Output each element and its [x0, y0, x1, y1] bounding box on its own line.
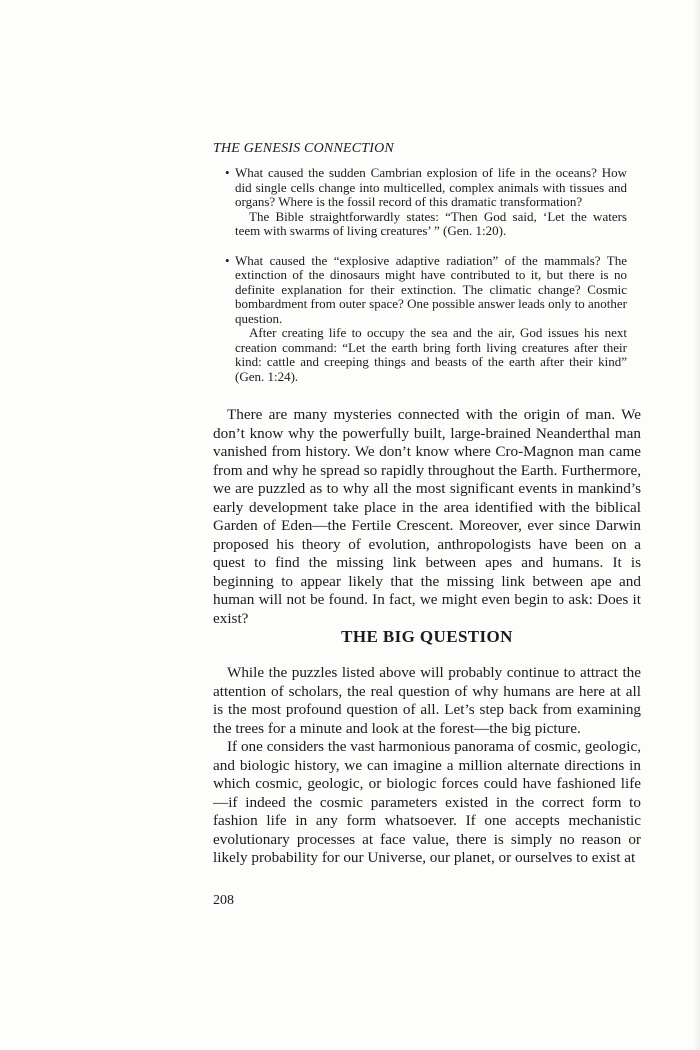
- section-body: [213, 664, 641, 868]
- bullet-marker: •: [225, 165, 230, 180]
- bullet-question: What caused the sudden Cambrian explosion of life in the oceans? How did single cells change into multicelled, complex animals with tissues and organs? Where is the fossil record of this dramatic transformation?: [235, 165, 627, 209]
- body-paragraph: While the puzzles listed above will probably continue to attract the attention of scholars, the real question of why humans are here at all is the most profound question of all. Let’s step back from examining the trees for a minute and look at the forest—the big picture.: [213, 664, 641, 737]
- bullet-question: What caused the “explosive adaptive radiation” of the mammals? The extinction of the dinosaurs might have contributed to it, but there is no definite explanation for their extinction. The climatic change? Cosmic bombardment from outer space? One possible answer leads only to another question.: [235, 252, 627, 326]
- list-item: [225, 254, 627, 385]
- bullet-response: The Bible straightforwardly states: “Then God said, ‘Let the waters teem with swarms of living creatures’ ” (Gen. 1:20).: [235, 208, 627, 238]
- section-heading: THE BIG QUESTION: [341, 627, 513, 646]
- page-edge-shadow: [694, 0, 700, 1050]
- origin-paragraph-block: [213, 406, 641, 628]
- page-number: 208: [213, 893, 234, 908]
- body-paragraph: There are many mysteries connected with the origin of man. We don’t know why the powerfully built, large-brained Neanderthal man vanished from history. We don’t know where Cro-Magnon man came from and why he spread so rapidly throughout the Earth. Furthermore, we are puzzled as to why all the most significant events in mankind’s early development take place in the area identified with the biblical Garden of Eden—the Fertile Crescent. Moreover, ever since Darwin proposed his theory of evolution, anthropologists have been on a quest to find the missing link between apes and humans. It is beginning to appear likely that the missing link between ape and human will not be found. In fact, we might even begin to ask: Does it exist?: [213, 406, 641, 627]
- running-head: THE GENESIS CONNECTION: [213, 141, 394, 156]
- bullet-marker: •: [225, 252, 230, 268]
- body-paragraph: If one considers the vast harmonious panorama of cosmic, geologic, and biologic history, we can imagine a million alternate directions in which cosmic, geologic, or biologic forces could have fashioned life—if indeed the cosmic parameters existed in the correct form to fashion life in any form whatsoever. If one accepts mechanistic evolutionary processes at face value, there is simply no reason or likely probability for our Universe, our planet, or ourselves to exist at: [213, 738, 641, 866]
- bullet-response: After creating life to occupy the sea and the air, God issues his next creation command: “Let the earth bring forth living creatures after their kind: cattle and creeping things and beasts of the earth after their kind” (Gen. 1:24).: [235, 325, 627, 384]
- question-list: [225, 166, 627, 399]
- list-item: [225, 166, 627, 239]
